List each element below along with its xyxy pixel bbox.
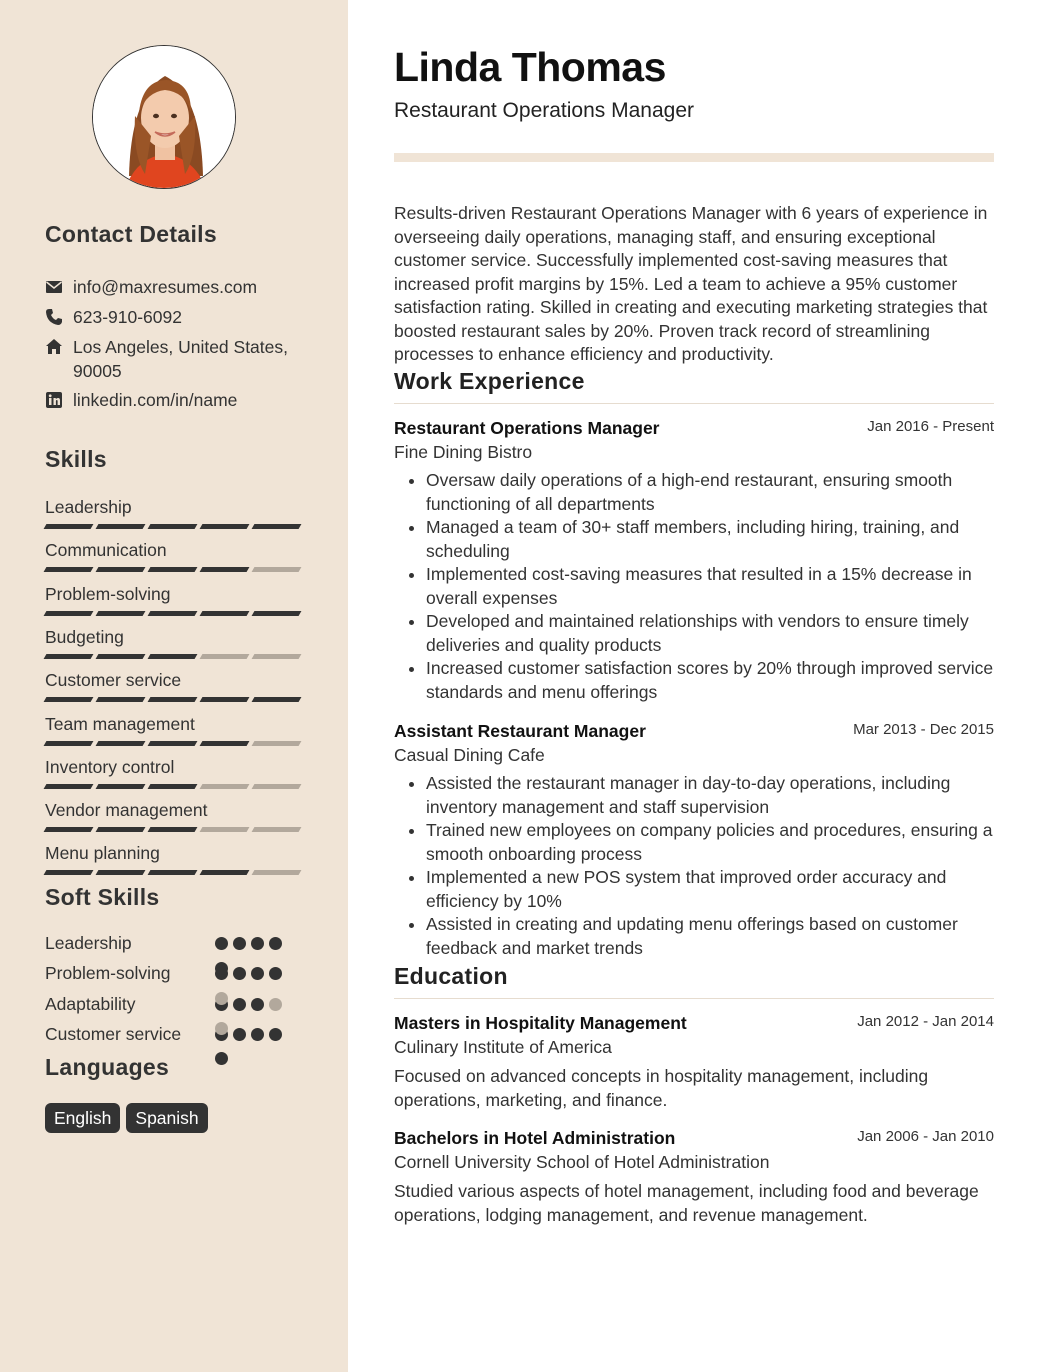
skill-level-segment [44, 827, 94, 832]
soft-skill-name: Customer service [45, 1024, 182, 1044]
skill-level-bar [45, 741, 303, 746]
skill-level-bar [45, 827, 303, 832]
job-bullet: • Implemented a new POS system that improved order accuracy and efficiency by 10% [426, 866, 994, 913]
contact-phone[interactable] [45, 305, 305, 329]
soft-skill-item [45, 933, 295, 957]
skill-level-segment [252, 611, 302, 616]
soft-skill-dot [269, 998, 282, 1011]
job-bullet: • Increased customer satisfaction scores by 20% through improved service standards and menu offerings [426, 657, 994, 704]
skill-level-segment [148, 567, 198, 572]
skill-level-segment [148, 784, 198, 789]
skill-name: Team management [45, 714, 195, 734]
soft-skill-rating [215, 937, 282, 950]
job-entry [394, 418, 994, 704]
soft-skill-dot [251, 998, 264, 1011]
skill-level-segment [200, 611, 250, 616]
skill-level-segment [200, 741, 250, 746]
skills-heading: Skills [45, 446, 107, 472]
contact-location-text: Los Angeles, United States, 90005 [73, 337, 288, 381]
soft-skill-dot [233, 1028, 246, 1041]
soft-skill-item [45, 994, 295, 1018]
skill-level-bar [45, 611, 303, 616]
contact-linkedin-text: linkedin.com/in/name [73, 390, 238, 410]
contact-email[interactable] [45, 275, 305, 299]
job-company: Fine Dining Bistro [394, 442, 533, 462]
job-bullet: • Developed and maintained relationships with vendors to ensure timely deliveries and quality products [426, 610, 994, 657]
soft-skills-heading: Soft Skills [45, 884, 160, 910]
languages-list [45, 1103, 208, 1133]
job-role: Assistant Restaurant Manager [394, 721, 646, 741]
skill-level-segment [252, 827, 302, 832]
skill-level-segment [148, 827, 198, 832]
soft-skill-dot [251, 937, 264, 950]
summary-text: Results-driven Restaurant Operations Manager with 6 years of experience in overseeing daily operations, managing staff, and ensuring exceptional customer service. Successfully implemented cost-saving measures that increased profit margins by 15%. Led a team to achieve a 95% customer satisfaction rating. Skilled in creating and executing marketing strategies that boosted restaurant sales by 20%. Proven track record of streamlining processes to enhance efficiency and productivity. [394, 203, 988, 364]
candidate-title: Restaurant Operations Manager [394, 99, 694, 122]
soft-skill-dot [233, 937, 246, 950]
soft-skill-dot [269, 1028, 282, 1041]
phone-icon [45, 308, 63, 326]
soft-skill-name: Adaptability [45, 994, 136, 1014]
skill-level-segment [148, 654, 198, 659]
language-badge: English [45, 1103, 120, 1133]
skill-level-bar [45, 870, 303, 875]
skill-level-segment [96, 697, 146, 702]
contact-linkedin[interactable] [45, 388, 305, 412]
contact-email-text: info@maxresumes.com [73, 277, 258, 297]
skill-item [45, 714, 303, 746]
job-bullets [394, 772, 994, 960]
education-divider [394, 998, 994, 999]
skill-level-segment [148, 697, 198, 702]
job-bullet: • Assisted in creating and updating menu offerings based on customer feedback and market trends [426, 913, 994, 960]
language-badge: Spanish [126, 1103, 207, 1133]
languages-heading: Languages [45, 1054, 170, 1080]
soft-skill-dot [269, 967, 282, 980]
skill-level-segment [44, 784, 94, 789]
soft-skill-item [45, 1024, 295, 1048]
skill-level-segment [96, 567, 146, 572]
soft-skill-dot [233, 998, 246, 1011]
skill-level-bar [45, 524, 303, 529]
skill-name: Problem-solving [45, 584, 171, 604]
skill-level-segment [252, 654, 302, 659]
skill-level-segment [148, 611, 198, 616]
skill-level-segment [44, 524, 94, 529]
home-icon [45, 338, 63, 356]
skill-level-bar [45, 697, 303, 702]
skill-level-segment [148, 741, 198, 746]
education-description: Focused on advanced concepts in hospitality management, including operations, marketing, and finance. [394, 1066, 929, 1110]
job-entry [394, 721, 994, 960]
job-company: Casual Dining Cafe [394, 745, 545, 765]
education-heading: Education [394, 963, 508, 989]
education-entry [394, 1013, 994, 1112]
soft-skill-name: Problem-solving [45, 963, 171, 983]
skill-level-segment [252, 870, 302, 875]
skill-item [45, 670, 303, 702]
skill-level-segment [96, 870, 146, 875]
skill-level-segment [96, 741, 146, 746]
education-degree: Masters in Hospitality Management [394, 1013, 687, 1033]
job-dates: Jan 2016 - Present [867, 418, 994, 435]
skill-level-segment [96, 654, 146, 659]
skill-item [45, 540, 303, 572]
skill-item [45, 627, 303, 659]
skill-item [45, 584, 303, 616]
candidate-name: Linda Thomas [394, 44, 666, 90]
skill-level-segment [96, 784, 146, 789]
skill-level-segment [252, 524, 302, 529]
skill-level-bar [45, 654, 303, 659]
contact-heading: Contact Details [45, 221, 217, 247]
skill-level-segment [252, 784, 302, 789]
skill-level-segment [200, 654, 250, 659]
soft-skill-name: Leadership [45, 933, 132, 953]
skill-level-segment [252, 741, 302, 746]
skill-level-segment [44, 567, 94, 572]
skill-level-segment [252, 567, 302, 572]
soft-skill-dot [251, 967, 264, 980]
soft-skill-dot [215, 937, 228, 950]
skill-name: Budgeting [45, 627, 124, 647]
skill-level-segment [44, 741, 94, 746]
job-bullet: • Implemented cost-saving measures that resulted in a 15% decrease in overall expenses [426, 563, 994, 610]
skill-level-segment [96, 524, 146, 529]
job-dates: Mar 2013 - Dec 2015 [853, 721, 994, 738]
education-dates: Jan 2012 - Jan 2014 [857, 1013, 994, 1030]
work-heading: Work Experience [394, 368, 585, 394]
profile-photo-illustration [93, 46, 236, 189]
skill-level-segment [44, 654, 94, 659]
education-dates: Jan 2006 - Jan 2010 [857, 1128, 994, 1145]
linkedin-icon [45, 391, 63, 409]
skill-name: Inventory control [45, 757, 175, 777]
skill-level-segment [148, 870, 198, 875]
job-bullet: • Trained new employees on company policies and procedures, ensuring a smooth onboarding process [426, 819, 994, 866]
skill-name: Vendor management [45, 800, 208, 820]
education-entry [394, 1128, 994, 1227]
skill-name: Leadership [45, 497, 132, 517]
soft-skill-dot-extra [215, 992, 228, 1005]
skill-name: Communication [45, 540, 167, 560]
education-degree: Bachelors in Hotel Administration [394, 1128, 676, 1148]
skill-level-segment [96, 827, 146, 832]
skill-item [45, 843, 303, 875]
job-bullets [394, 469, 994, 704]
job-bullet: • Managed a team of 30+ staff members, including hiring, training, and scheduling [426, 516, 994, 563]
skill-item [45, 800, 303, 832]
skill-item [45, 757, 303, 789]
skill-level-segment [200, 697, 250, 702]
skill-level-segment [200, 827, 250, 832]
contact-phone-text: 623-910-6092 [73, 307, 182, 327]
skill-level-bar [45, 784, 303, 789]
soft-skill-item [45, 963, 295, 987]
skill-level-segment [200, 567, 250, 572]
soft-skill-dot [233, 967, 246, 980]
education-school: Culinary Institute of America [394, 1037, 612, 1057]
job-role: Restaurant Operations Manager [394, 418, 660, 438]
soft-skill-dot [251, 1028, 264, 1041]
skill-level-segment [96, 611, 146, 616]
job-bullet: • Oversaw daily operations of a high-end restaurant, ensuring smooth functioning of all departments [426, 469, 994, 516]
soft-skill-dot-extra [215, 1052, 228, 1065]
skill-level-segment [200, 524, 250, 529]
education-school: Cornell University School of Hotel Administration [394, 1152, 770, 1172]
skill-level-segment [44, 697, 94, 702]
skill-name: Menu planning [45, 843, 160, 863]
skill-level-segment [44, 611, 94, 616]
contact-location [45, 335, 305, 383]
soft-skill-dot-extra [215, 962, 228, 975]
skill-item [45, 497, 303, 529]
skill-level-segment [252, 697, 302, 702]
header-divider [394, 153, 994, 162]
profile-photo [92, 45, 236, 189]
education-description: Studied various aspects of hotel management, including food and beverage operations, lodging management, and revenue management. [394, 1181, 979, 1225]
skill-name: Customer service [45, 670, 182, 690]
skill-level-segment [200, 870, 250, 875]
skill-level-segment [200, 784, 250, 789]
envelope-icon [45, 278, 63, 296]
soft-skill-dot-extra [215, 1022, 228, 1035]
skill-level-segment [44, 870, 94, 875]
skill-level-segment [148, 524, 198, 529]
job-bullet: • Assisted the restaurant manager in day-to-day operations, including inventory management and staff supervision [426, 772, 994, 819]
work-divider [394, 403, 994, 404]
skill-level-bar [45, 567, 303, 572]
soft-skill-dot [269, 937, 282, 950]
